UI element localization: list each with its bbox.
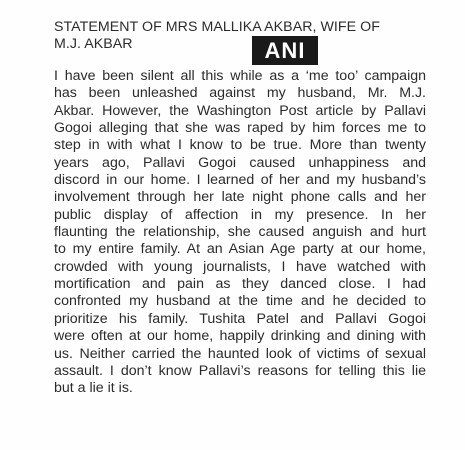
body-line: has been unleashed against my husband, Mr. M.J.: [54, 85, 426, 102]
body-line: Gogoi alleging that she was raped by him forces me to: [54, 120, 426, 137]
body-line: involvement through her late night phone calls and her: [54, 189, 426, 206]
body-line: but a lie it is.: [54, 380, 133, 397]
body-line: mortification and pain as they danced close. I had: [54, 276, 426, 293]
body-line: were often at our home, happily drinking and dining with: [54, 328, 426, 345]
heading-line: STATEMENT OF MRS MALLIKA AKBAR, WIFE OF: [54, 19, 380, 35]
body-line: Akbar. However, the Washington Post article by Pallavi: [54, 102, 426, 119]
body-line: years ago, Pallavi Gogoi caused unhappiness and: [54, 154, 426, 171]
heading-line: M.J. AKBAR: [54, 36, 133, 52]
ani-logo: ANI: [252, 36, 318, 65]
statement-body: [54, 68, 426, 398]
body-line: us. Neither carried the haunted look of victims of sexual: [54, 345, 426, 362]
body-line: I have been silent all this while as a ‘me too’ campaign: [54, 68, 426, 84]
body-line: step in with what I know to be true. More than twenty: [54, 137, 426, 154]
body-line: public display of affection in my presence. In her: [54, 206, 426, 223]
body-line: flaunting the relationship, she caused anguish and hurt: [54, 224, 426, 241]
body-line: crowded with young journalists, I have watched with: [54, 258, 426, 275]
body-line: confronted my husband at the time and he decided to: [54, 293, 426, 310]
body-line: assault. I don’t know Pallavi’s reasons for telling this lie: [54, 362, 426, 379]
body-line: discord in our home. I learned of her and my husband’s: [54, 172, 426, 189]
body-line: prioritize his family. Tushita Patel and Pallavi Gogoi: [54, 310, 426, 327]
body-line: to my entire family. At an Asian Age party at our home,: [54, 241, 426, 258]
statement-heading: [54, 19, 426, 53]
